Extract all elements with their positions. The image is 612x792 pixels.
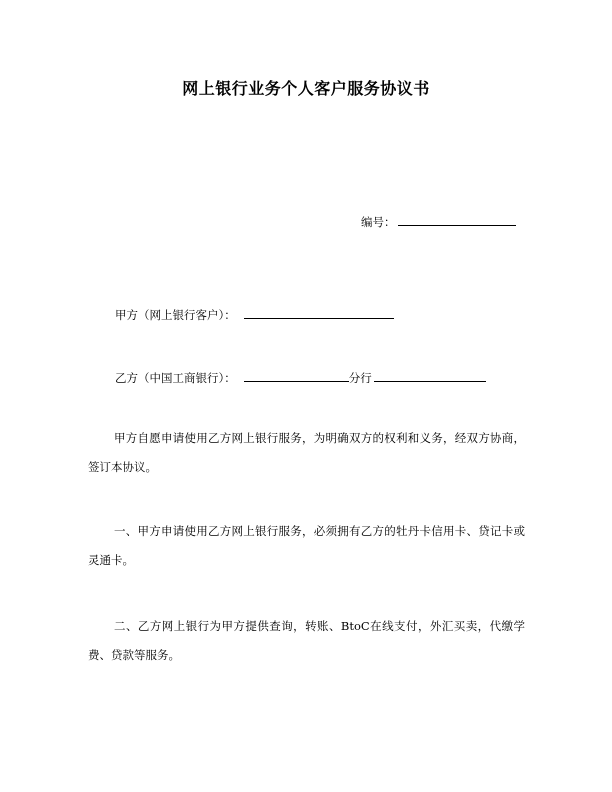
party-a-label: 甲方（网上银行客户）： — [115, 308, 236, 322]
document-title: 网上银行业务个人客户服务协议书 — [182, 79, 430, 98]
party-a-row — [115, 306, 394, 323]
document-number-row — [361, 213, 516, 230]
number-label: 编号： — [361, 215, 396, 229]
party-b-blank — [244, 369, 349, 382]
party-a-blank — [244, 306, 394, 319]
branch-label: 分行 — [348, 371, 372, 385]
paragraph-intro: 甲方自愿申请使用乙方网上银行服务，为明确双方的权利和义务，经双方协商，签订本协议。 — [88, 431, 525, 474]
party-b-label: 乙方（中国工商银行）： — [115, 371, 236, 385]
branch-blank — [374, 369, 486, 382]
paragraph-1: 一、甲方申请使用乙方网上银行服务，必须拥有乙方的牡丹卡信用卡、贷记卡或灵通卡。 — [88, 524, 525, 567]
party-b-row — [115, 369, 486, 386]
paragraph-2: 二、乙方网上银行为甲方提供查询，转账、BtoC在线支付，外汇买卖，代缴学费、贷款等服务。 — [88, 619, 525, 662]
number-blank — [398, 213, 516, 226]
